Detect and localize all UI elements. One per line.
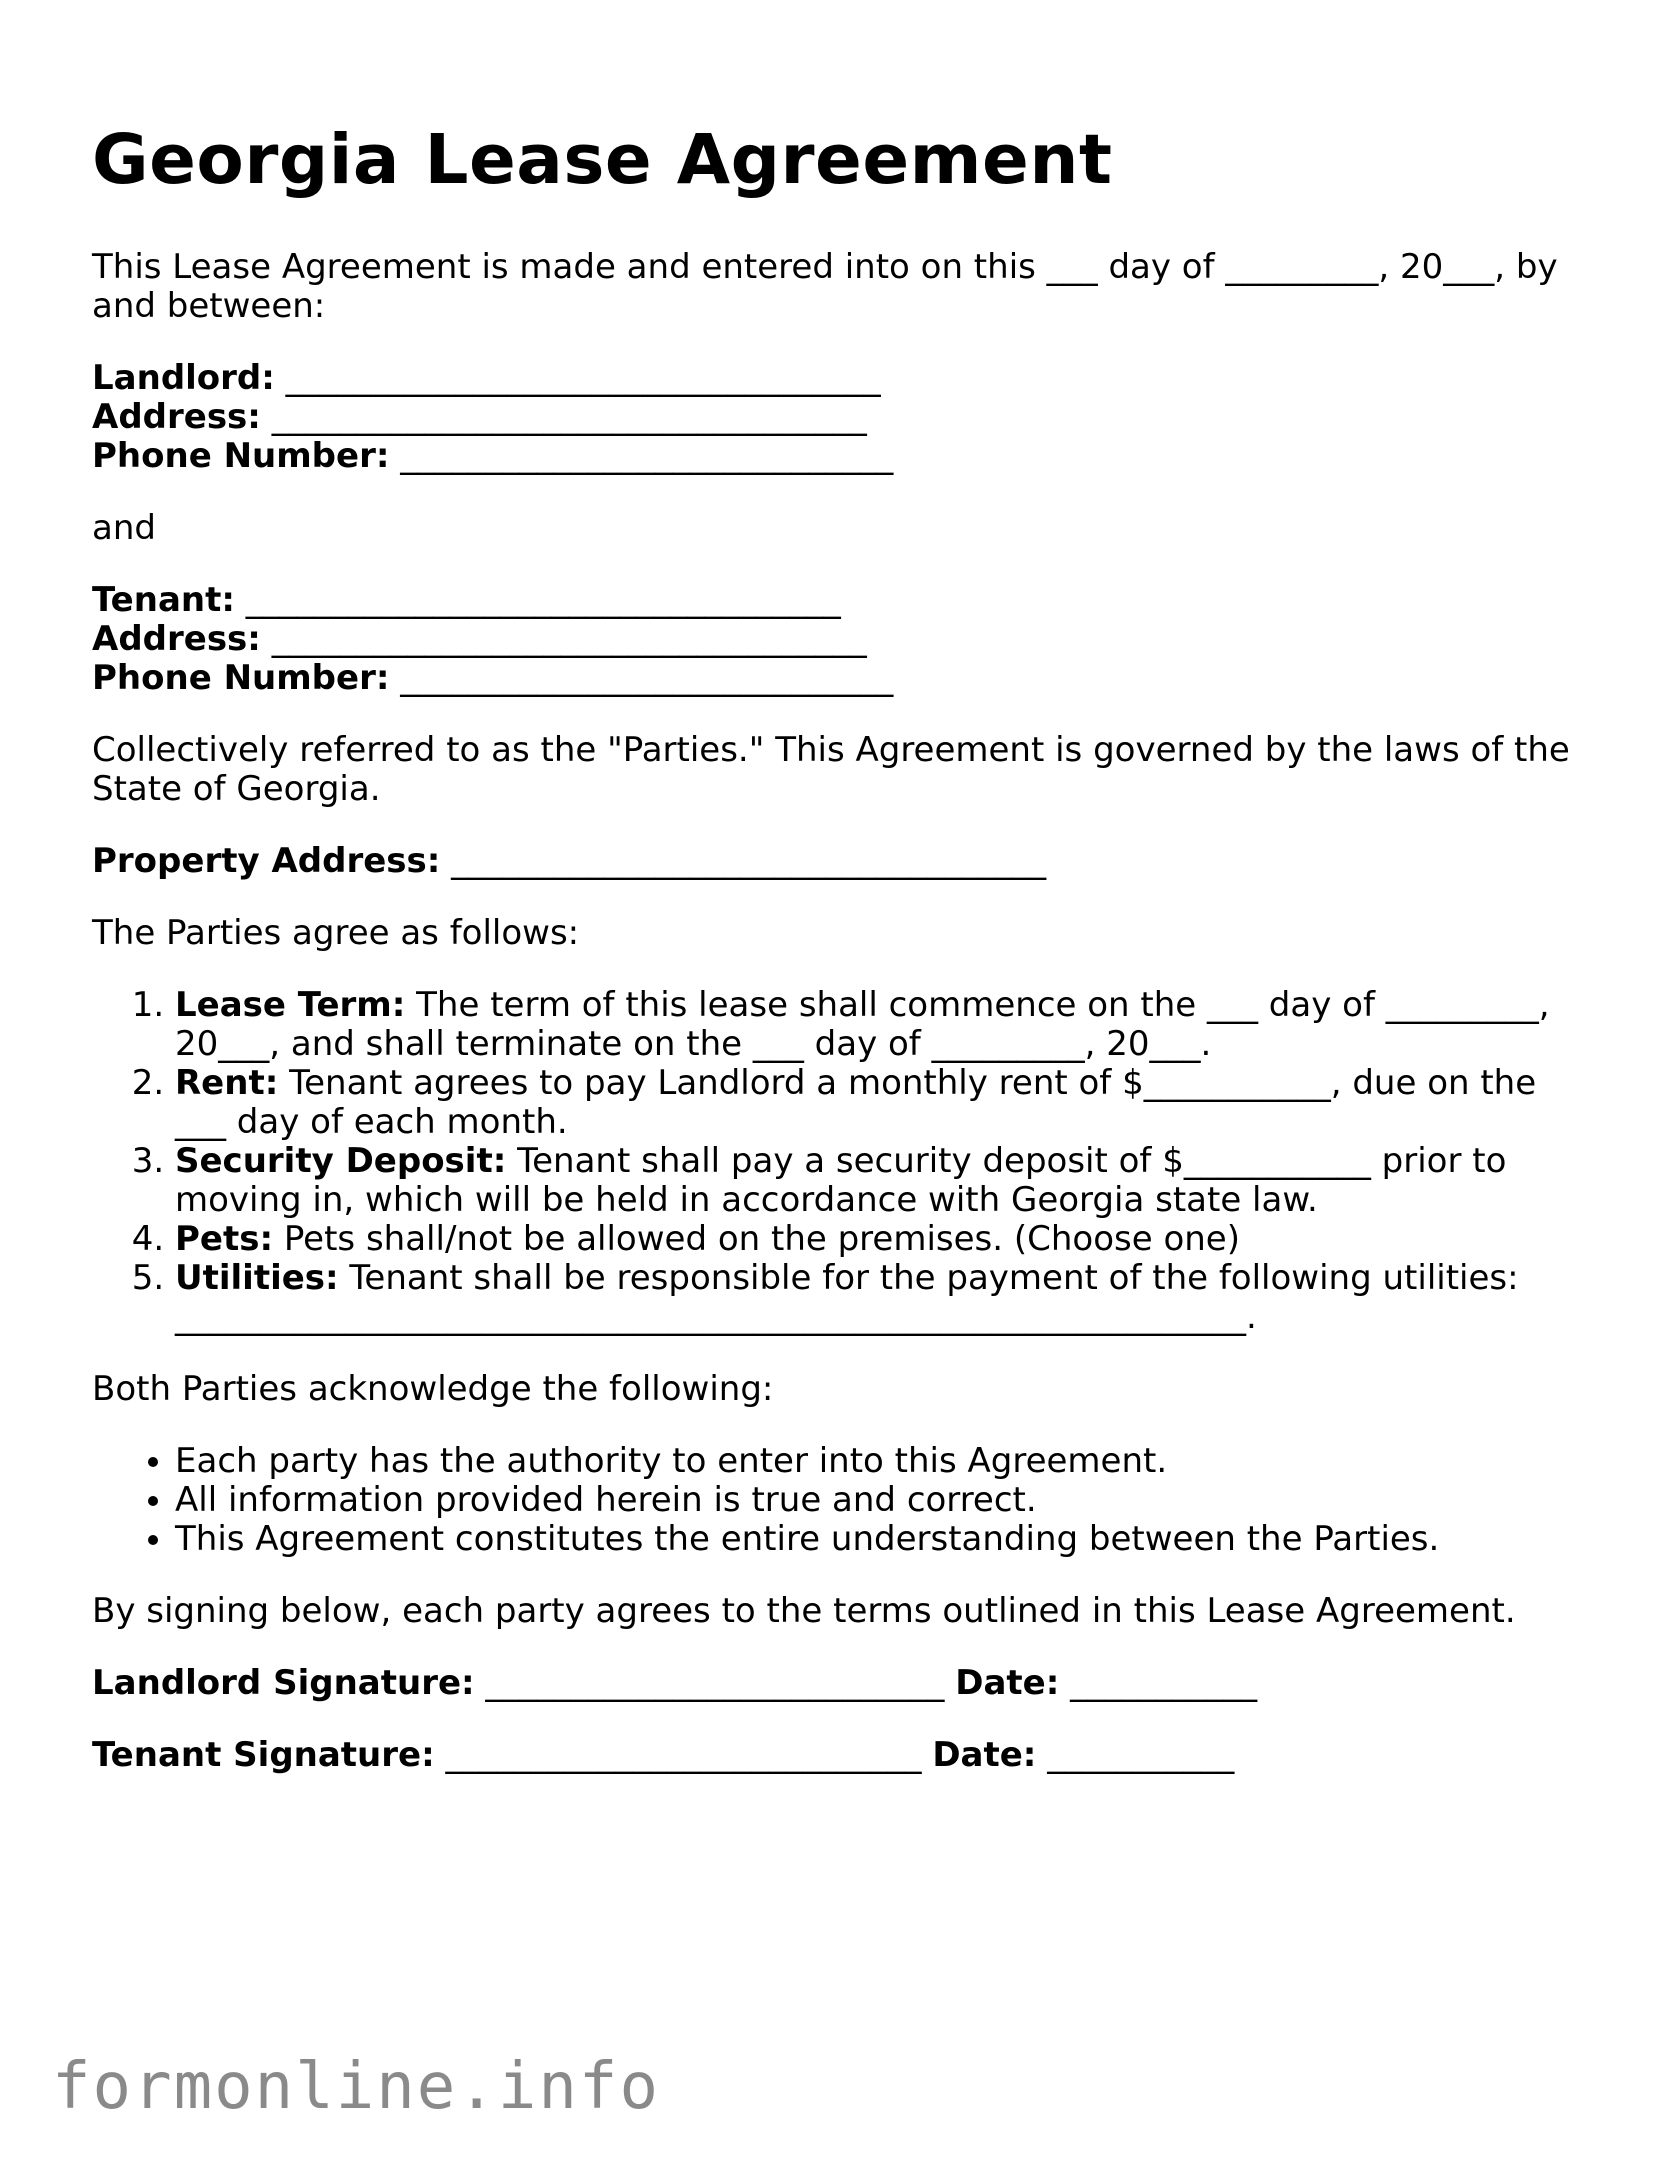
tenant-address-field (92, 620, 1592, 659)
tenant-phone-blank[interactable]: _____________________________ (389, 658, 894, 698)
term-text: Tenant shall be responsible for the payment of the following utilities: _______________________________________________________________. (175, 1258, 1519, 1337)
tenant-signature-blank[interactable]: ____________________________ (434, 1735, 933, 1775)
term-text: The term of this lease shall commence on the ___ day of _________, 20___, and shall terminate on the ___ day of _________, 20___. (175, 985, 1550, 1064)
tenant-date-label: Date: (932, 1735, 1037, 1775)
landlord-signature-line (92, 1664, 1592, 1703)
landlord-name-field (92, 359, 1592, 398)
property-address-blank[interactable]: ___________________________________ (440, 841, 1047, 881)
landlord-phone-blank[interactable]: _____________________________ (389, 436, 894, 476)
acknowledgement-item: • This Agreement constitutes the entire understanding between the Parties. (175, 1520, 1592, 1559)
landlord-signature-label: Landlord Signature: (92, 1663, 475, 1703)
tenant-signature-line (92, 1736, 1592, 1775)
term-pets (175, 1220, 1592, 1259)
acknowledgement-item: • Each party has the authority to enter into this Agreement. (175, 1442, 1592, 1481)
acknowledgement-item: • All information provided herein is true and correct. (175, 1481, 1592, 1520)
landlord-address-label: Address: (92, 397, 261, 437)
tenant-name-field (92, 581, 1592, 620)
property-address-label: Property Address: (92, 841, 441, 881)
signing-intro: By signing below, each party agrees to the terms outlined in this Lease Agreement. (92, 1591, 1516, 1631)
tenant-signature-label: Tenant Signature: (92, 1735, 435, 1775)
term-label: Security Deposit: (175, 1141, 507, 1181)
tenant-address-blank[interactable]: ___________________________________ (260, 619, 867, 659)
landlord-label: Landlord: (92, 358, 275, 398)
property-address-field (92, 842, 1592, 881)
term-text: Tenant agrees to pay Landlord a monthly rent of $___________, due on the ___ day of each month. (175, 1063, 1537, 1142)
landlord-phone-label: Phone Number: (92, 436, 390, 476)
tenant-date-blank[interactable]: ___________ (1036, 1735, 1235, 1775)
term-label: Pets: (175, 1219, 274, 1259)
landlord-signature-blank[interactable]: ___________________________ (474, 1663, 956, 1703)
term-utilities (175, 1259, 1592, 1337)
landlord-address-field (92, 398, 1592, 437)
term-label: Utilities: (175, 1258, 339, 1298)
term-label: Lease Term: (175, 985, 406, 1025)
landlord-date-blank[interactable]: ___________ (1059, 1663, 1258, 1703)
term-text: Pets shall/not be allowed on the premises. (Choose one) (273, 1219, 1240, 1259)
term-text: Tenant shall pay a security deposit of $___________ prior to moving in, which will be held in accordance with Georgia state law. (175, 1141, 1507, 1220)
tenant-label: Tenant: (92, 580, 235, 620)
collective-paragraph: Collectively referred to as the "Parties." This Agreement is governed by the laws of the State of Georgia. (92, 730, 1570, 809)
landlord-phone-field (92, 437, 1592, 476)
landlord-block (92, 359, 1592, 476)
intro-paragraph: This Lease Agreement is made and entered into on this ___ day of _________, 20___, by and between: (92, 247, 1558, 326)
document-title: Georgia Lease Agreement (92, 120, 1113, 200)
tenant-blank[interactable]: ___________________________________ (234, 580, 841, 620)
term-rent (175, 1064, 1592, 1142)
acknowledgement-list (92, 1442, 1592, 1559)
lease-document (92, 120, 1592, 1775)
and-text: and (92, 508, 156, 548)
landlord-blank[interactable]: ___________________________________ (274, 358, 881, 398)
term-lease-term (175, 986, 1592, 1064)
tenant-block (92, 581, 1592, 698)
term-security-deposit (175, 1142, 1592, 1220)
landlord-date-label: Date: (955, 1663, 1060, 1703)
agree-intro: The Parties agree as follows: (92, 913, 580, 953)
tenant-phone-label: Phone Number: (92, 658, 390, 698)
watermark: formonline.info (52, 2050, 660, 2124)
landlord-address-blank[interactable]: ___________________________________ (260, 397, 867, 437)
acknowledge-intro: Both Parties acknowledge the following: (92, 1369, 774, 1409)
tenant-phone-field (92, 659, 1592, 698)
terms-list (92, 986, 1592, 1337)
term-label: Rent: (175, 1063, 279, 1103)
tenant-address-label: Address: (92, 619, 261, 659)
